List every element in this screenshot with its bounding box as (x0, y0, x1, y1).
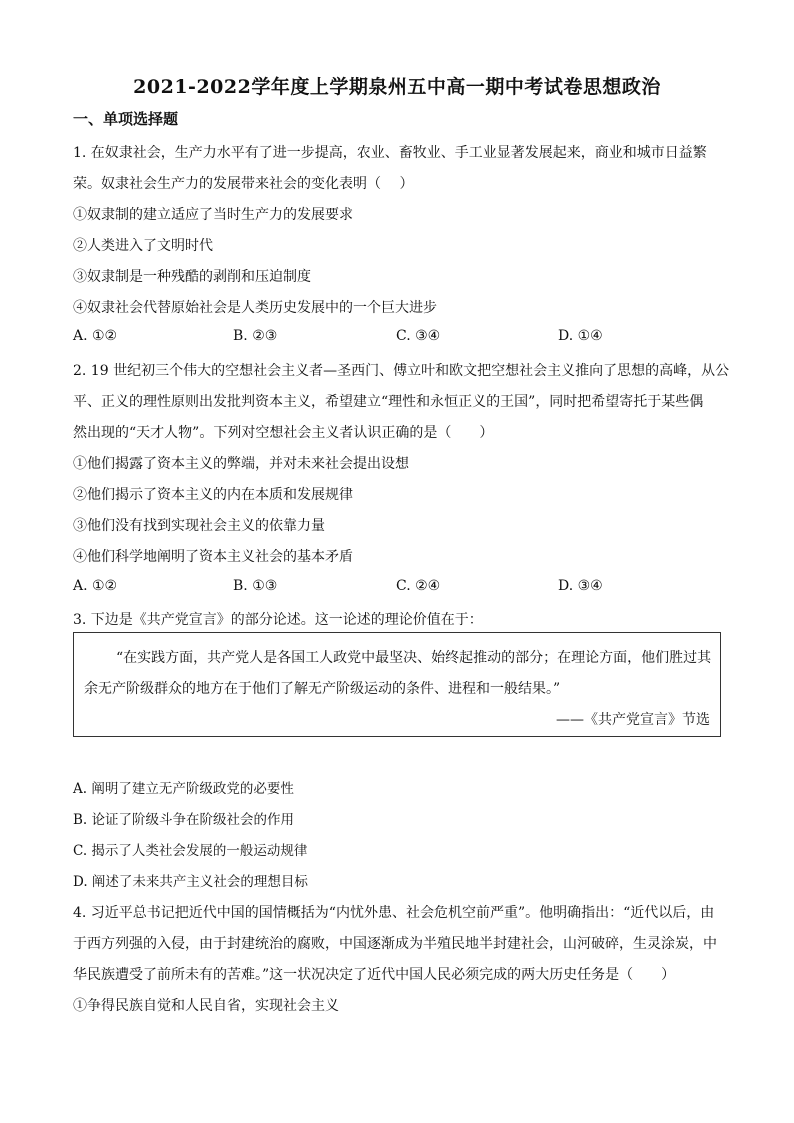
q3-option-a[interactable]: A. 阐明了建立无产阶级政党的必要性 (73, 781, 294, 797)
q4-stem-line3: 华民族遭受了前所未有的苦难。”这一状况决定了近代中国人民必须完成的两大历史任务是（ ） (73, 967, 676, 983)
q2-option-d[interactable]: D. ③④ (558, 578, 603, 594)
q4-item-1: ①争得民族自觉和人民自省，实现社会主义 (73, 998, 339, 1014)
q3-option-c[interactable]: C. 揭示了人类社会发展的一般运动规律 (73, 843, 308, 859)
q3-option-d[interactable]: D. 阐述了未来共产主义社会的理想目标 (73, 874, 308, 890)
q2-stem-line3: 然出现的“天才人物”。下列对空想社会主义者认识正确的是（ ） (73, 425, 494, 441)
q1-item-4: ④奴隶社会代替原始社会是人类历史发展中的一个巨大进步 (73, 300, 437, 316)
q3-quote-line1: “在实践方面，共产党人是各国工人政党中最坚决、始终起推动的部分；在理论方面，他们胜过其 (116, 650, 712, 666)
q1-item-3: ③奴隶制是一种残酷的剥削和压迫制度 (73, 269, 311, 285)
q1-option-b[interactable]: B. ②③ (233, 328, 278, 344)
q1-stem-line2: 荣。奴隶社会生产力的发展带来社会的变化表明（ ） (73, 176, 414, 192)
q1-option-d[interactable]: D. ①④ (558, 328, 603, 344)
q3-stem-line1: 3. 下边是《共产党宣言》的部分论述。这一论述的理论价值在于： (73, 612, 483, 628)
q3-quote-box (73, 632, 721, 737)
q2-item-2: ②他们揭示了资本主义的内在本质和发展规律 (73, 487, 353, 503)
q2-option-c[interactable]: C. ②④ (396, 578, 441, 594)
section-heading: 一、单项选择题 (73, 110, 179, 128)
q1-option-c[interactable]: C. ③④ (396, 328, 441, 344)
q2-stem-line1: 2. 19 世纪初三个伟大的空想社会主义者—圣西门、傅立叶和欧文把空想社会主义推向了思想的高峰，从公 (73, 363, 730, 379)
q4-stem-line2: 于西方列强的入侵，由于封建统治的腐败，中国逐渐成为半殖民地半封建社会，山河破碎，生灵涂炭，中 (73, 936, 717, 952)
q1-stem-line1: 1. 在奴隶社会，生产力水平有了进一步提高，农业、畜牧业、手工业显著发展起来，商业和城市日益繁 (73, 145, 707, 161)
q1-option-a[interactable]: A. ①② (73, 328, 118, 344)
q3-option-b[interactable]: B. 论证了阶级斗争在阶级社会的作用 (73, 812, 295, 828)
q3-quote-line2: 余无产阶级群众的地方在于他们了解无产阶级运动的条件、进程和一般结果。” (84, 681, 561, 697)
q2-item-1: ①他们揭露了资本主义的弊端，并对未来社会提出设想 (73, 456, 409, 472)
q2-stem-line2: 平、正义的理性原则出发批判资本主义，希望建立“理性和永恒正义的王国”，同时把希望寄托于某些偶 (73, 394, 704, 410)
q3-quote-source: ——《共产党宣言》节选 (556, 712, 710, 728)
page-title: 2021-2022学年度上学期泉州五中高一期中考试卷思想政治 (133, 76, 661, 98)
q4-stem-line1: 4. 习近平总书记把近代中国的国情概括为“内忧外患、社会危机空前严重”。他明确指出：“近代以后，由 (73, 905, 715, 921)
q2-item-3: ③他们没有找到实现社会主义的依靠力量 (73, 518, 325, 534)
q1-item-1: ①奴隶制的建立适应了当时生产力的发展要求 (73, 207, 353, 223)
q2-item-4: ④他们科学地阐明了资本主义社会的基本矛盾 (73, 549, 353, 565)
q2-option-a[interactable]: A. ①② (73, 578, 118, 594)
q1-item-2: ②人类进入了文明时代 (73, 238, 213, 254)
q2-option-b[interactable]: B. ①③ (233, 578, 278, 594)
